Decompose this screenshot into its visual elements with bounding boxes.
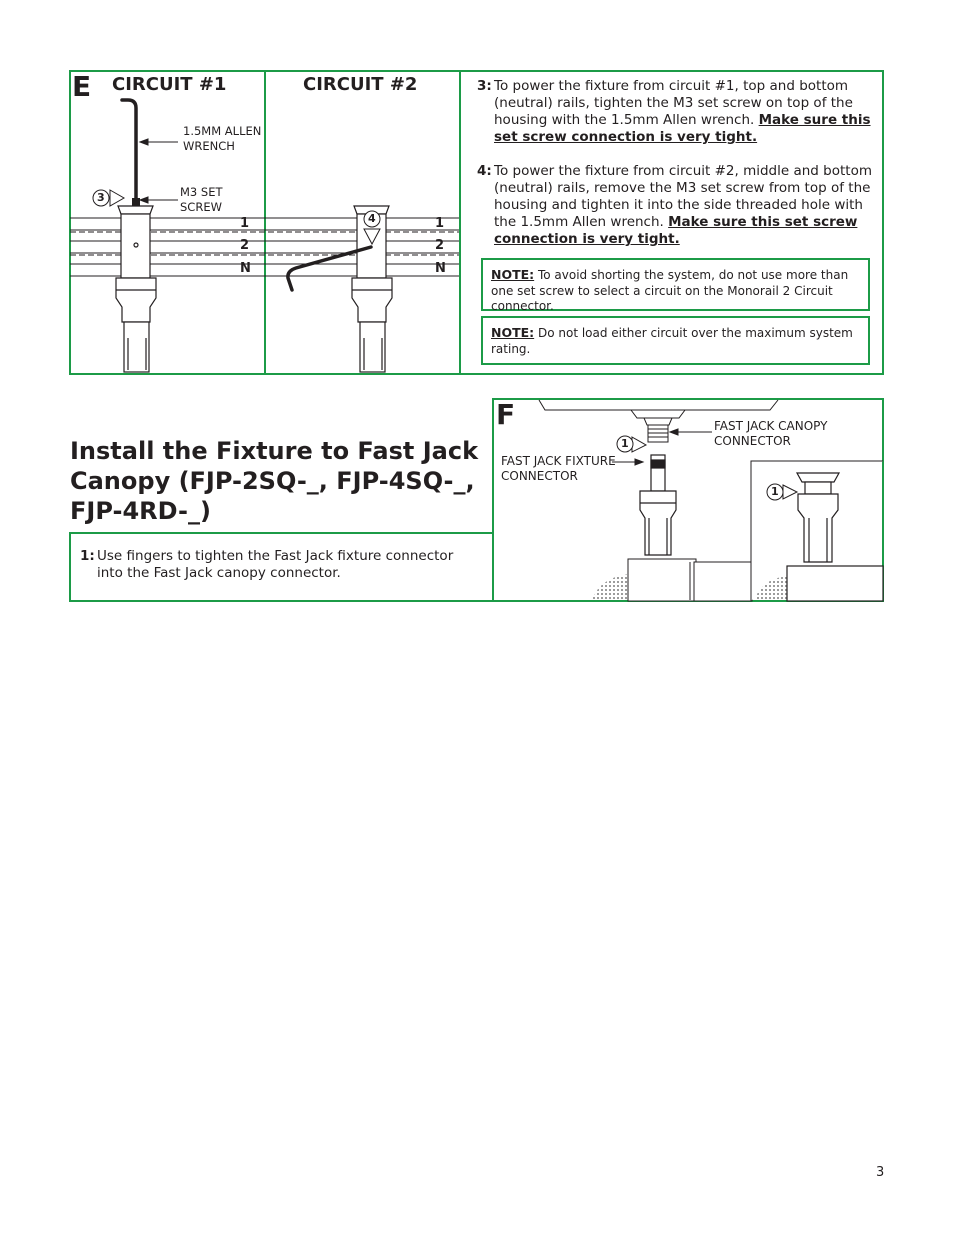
- section-f-letter: F: [496, 398, 516, 431]
- page-number: 3: [876, 1165, 885, 1180]
- step-4-text: To power the fixture from circuit #2, middle and bottom (neutral) rails, remove the M3 set screw from top of the housing and tighten it into the side threaded hole with the 1.5mm Allen wrench.: [494, 163, 872, 230]
- allen-wrench-label: 1.5MM ALLEN WRENCH: [183, 124, 262, 153]
- rail-label-2-c2: 2: [435, 238, 445, 253]
- canopy-arrow: [670, 429, 712, 435]
- callout-1-inset: 1: [771, 485, 779, 498]
- circuit-2-title: CIRCUIT #2: [303, 74, 418, 95]
- section-e-letter: E: [72, 70, 92, 103]
- step-3-bold: Make sure this set screw connection is very tight.: [494, 112, 871, 145]
- canopy-thread: [648, 425, 668, 442]
- step-3-number: 3:: [477, 78, 492, 94]
- rail-label-1-c1: 1: [240, 216, 250, 231]
- rail-label-2-c1: 2: [240, 238, 250, 253]
- callout-1-main: 1: [621, 437, 629, 450]
- rail-label-n-c2: N: [435, 261, 446, 276]
- step-4-bold: Make sure this set screw connection is very tight.: [494, 214, 858, 247]
- note-1-text: To avoid shorting the system, do not use more than one set screw to select a circuit on the Monorail 2 Circuit connector.: [491, 268, 849, 313]
- step-3-text: To power the fixture from circuit #1, top and bottom (neutral) rails, tighten the M3 set screw on top of the housing with the 1.5mm Allen wrench.: [494, 78, 853, 128]
- note-2-text: Do not load either circuit over the maximum system rating.: [491, 326, 853, 356]
- note-1-label: NOTE:: [491, 267, 535, 282]
- fixture-connector-main: [640, 455, 676, 555]
- note-2-label: NOTE:: [491, 325, 535, 340]
- canopy-connector-label: FAST JACK CANOPY CONNECTOR: [714, 419, 828, 448]
- fixture-arrow: [612, 459, 643, 465]
- step-4-number: 4:: [477, 163, 492, 179]
- install-heading: Install the Fixture to Fast Jack Canopy (FJP-2SQ-_, FJP-4SQ-_, FJP-4RD-_): [70, 437, 479, 525]
- rail-label-n-c1: N: [240, 261, 251, 276]
- fixture-head-main: [628, 559, 752, 601]
- callout-3: 3: [97, 191, 105, 204]
- step-1-text: Use fingers to tighten the Fast Jack fixture connector into the Fast Jack canopy connector.: [97, 548, 454, 581]
- fixture-connector-label: FAST JACK FIXTURE CONNECTOR: [501, 454, 616, 483]
- callout-4: 4: [368, 212, 376, 225]
- rail-label-1-c2: 1: [435, 216, 445, 231]
- set-screw-label: M3 SET SCREW: [180, 185, 223, 214]
- lamp-hatch-main: [592, 574, 628, 600]
- circuit-1-title: CIRCUIT #1: [112, 74, 227, 95]
- step-1-number: 1:: [80, 548, 95, 564]
